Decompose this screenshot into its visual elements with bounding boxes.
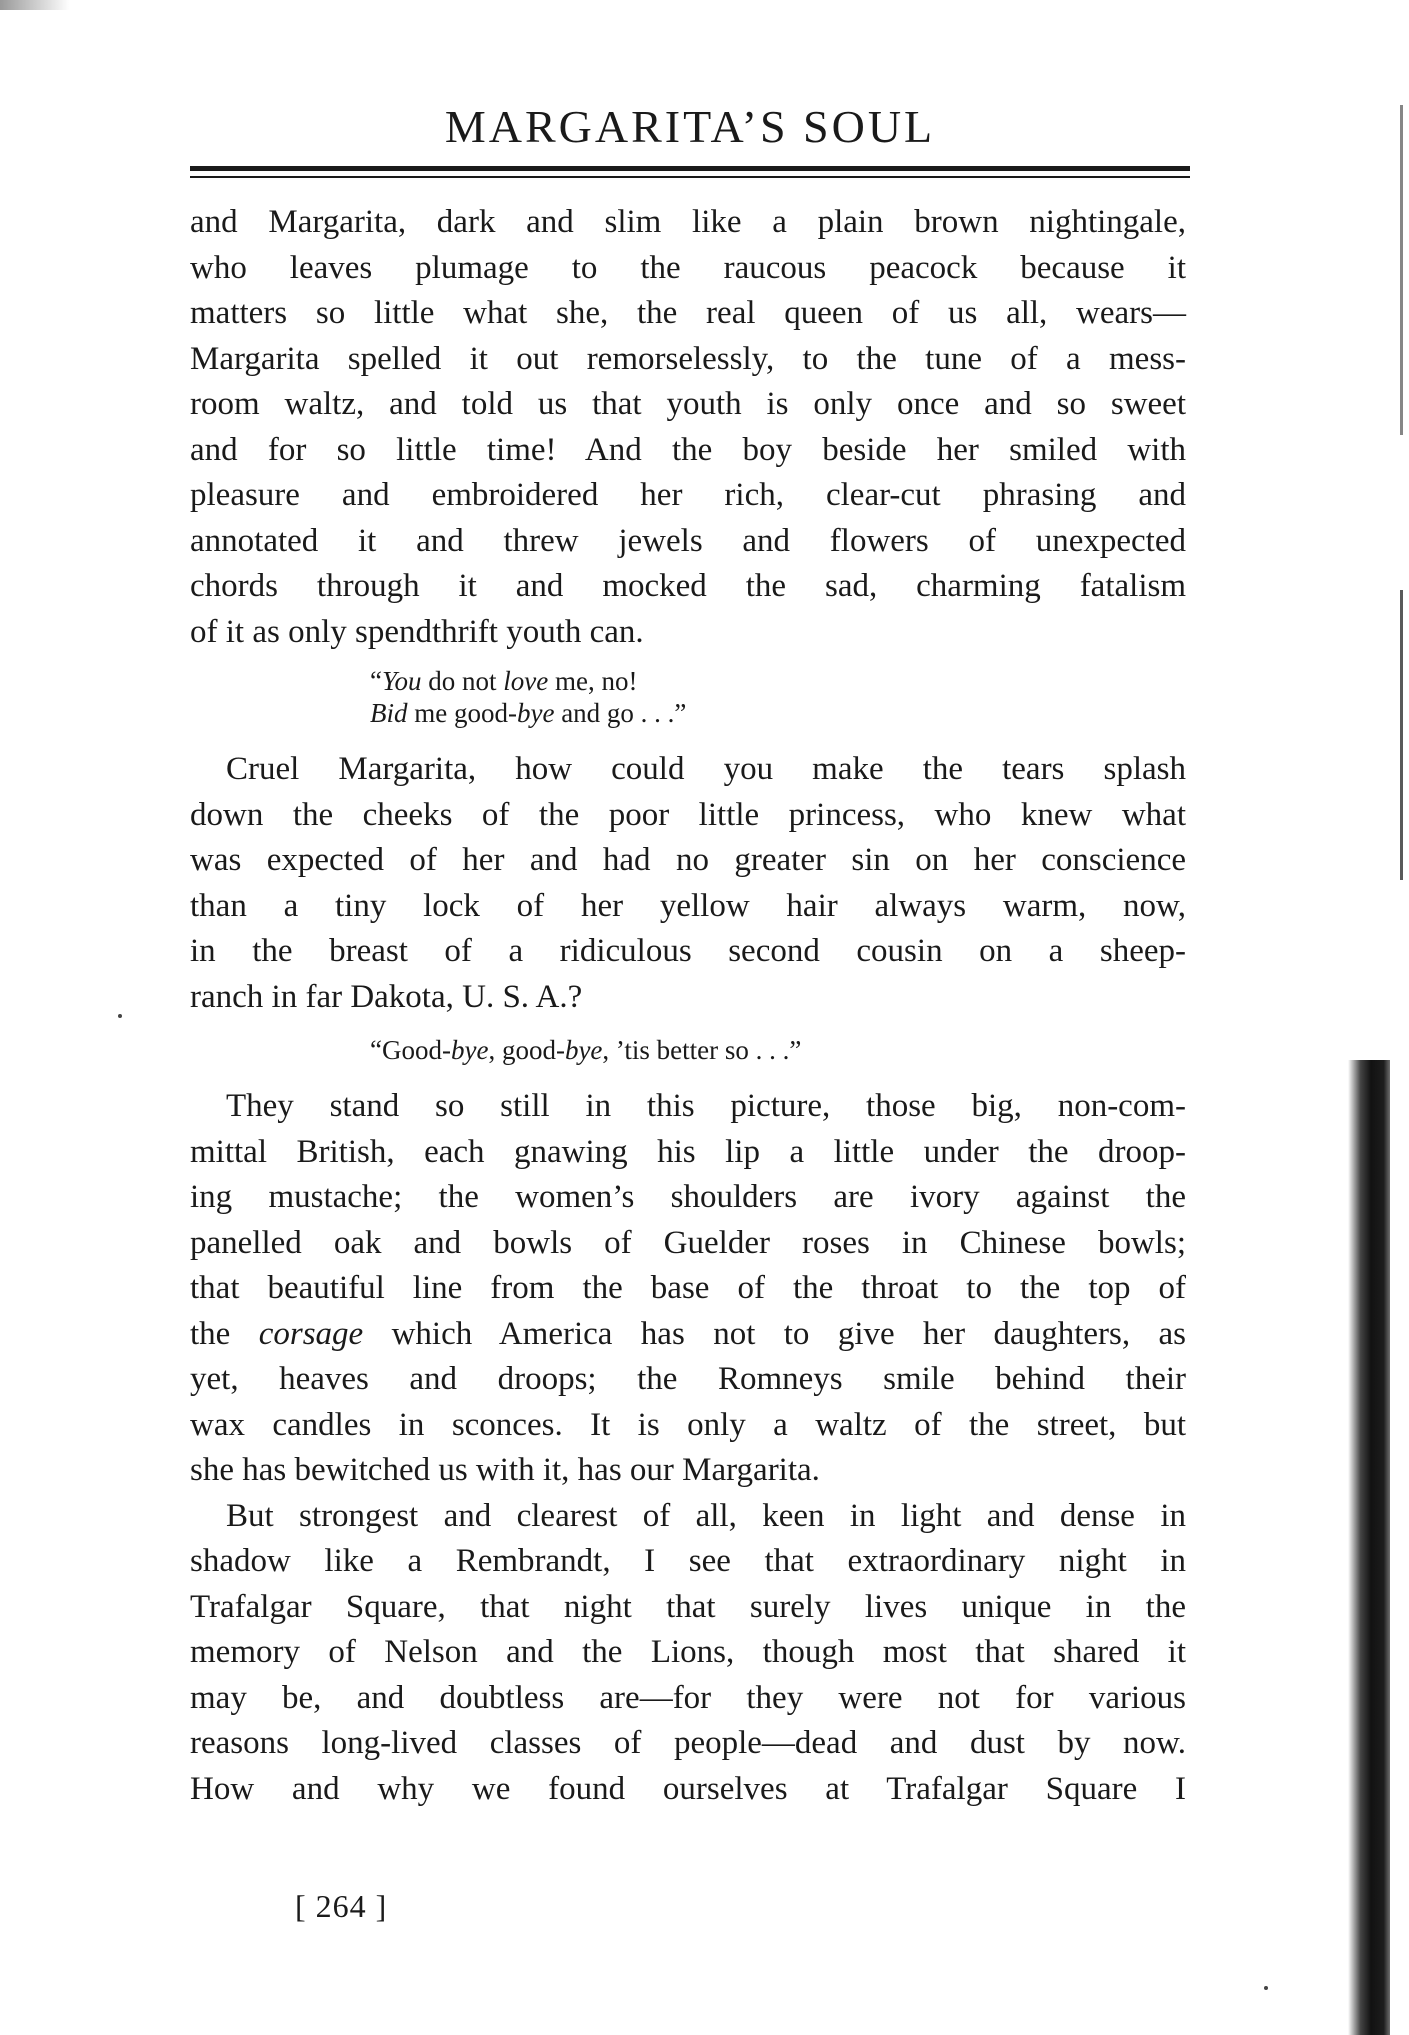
scan-corner-mark <box>0 0 70 10</box>
text-line: and for so little time! And the boy beside her smiled with <box>190 431 1186 468</box>
verse-line <box>190 697 1186 729</box>
scan-speck <box>1264 1986 1268 1990</box>
text-line: panelled oak and bowls of Guelder roses in Chinese bowls; <box>190 1224 1186 1261</box>
page-edge-line <box>1400 105 1403 435</box>
running-head: MARGARITA’S SOUL <box>444 101 936 152</box>
italic-word: corsage <box>258 1315 364 1352</box>
text-line: may be, and doubtless are—for they were not for various <box>190 1679 1186 1716</box>
text-line: memory of Nelson and the Lions, though most that shared it <box>190 1634 1186 1670</box>
text-line: that beautiful line from the base of the throat to the top of <box>190 1270 1186 1306</box>
text-line: down the cheeks of the poor little princess, who knew what <box>190 796 1186 833</box>
verse-fragment: me, no! <box>548 666 638 696</box>
text-line: and Margarita, dark and slim like a plain brown nightingale, <box>190 204 1186 240</box>
paragraph-4 <box>190 1494 1186 1813</box>
text-line: shadow like a Rembrandt, I see that extraordinary night in <box>190 1543 1186 1579</box>
text-line: But strongest and clearest of all, keen in light and dense in <box>226 1497 1186 1534</box>
text-line: Margarita spelled it out remorselessly, to the tune of a mess- <box>190 340 1186 377</box>
text-line: reasons long-lived classes of people—dead and dust by now. <box>190 1725 1186 1761</box>
text-line <box>190 1312 1186 1358</box>
text-line: room waltz, and told us that youth is only once and so sweet <box>190 386 1186 422</box>
verse-fragment: “Good- <box>370 1035 451 1065</box>
paragraph-3 <box>190 1084 1186 1494</box>
verse-italic: love <box>503 666 549 696</box>
text-line: ranch in far Dakota, U. S. A.? <box>190 978 583 1015</box>
text-fragment: the <box>190 1315 259 1352</box>
text-line: Trafalgar Square, that night that surely lives unique in the <box>190 1588 1186 1625</box>
text-line: How and why we found ourselves at Trafalgar Square I <box>190 1770 1186 1807</box>
header-rule-thin <box>190 176 1190 178</box>
paragraph-2 <box>190 747 1186 1020</box>
body-text <box>190 200 1186 1812</box>
verse-fragment: me good- <box>407 698 517 728</box>
paragraph-1 <box>190 200 1186 655</box>
verse-italic: Bid <box>370 698 408 728</box>
page-number: [ 264 ] <box>295 1888 388 1924</box>
text-line: mittal British, each gnawing his lip a little under the droop- <box>190 1133 1186 1170</box>
verse-fragment: “ <box>370 666 382 696</box>
verse-fragment: do not <box>421 666 504 696</box>
verse-fragment: , good- <box>488 1035 565 1065</box>
verse-italic: bye <box>564 1035 603 1065</box>
text-line: she has bewitched us with it, has our Margarita. <box>190 1452 820 1488</box>
text-line: Cruel Margarita, how could you make the tears splash <box>226 751 1186 787</box>
page-edge-line <box>1400 590 1403 880</box>
text-line: of it as only spendthrift youth can. <box>190 613 644 650</box>
header-rule-thick <box>190 166 1190 171</box>
text-line: yet, heaves and droops; the Romneys smile behind their <box>190 1361 1186 1397</box>
text-line: wax candles in sconces. It is only a waltz of the street, but <box>190 1406 1186 1443</box>
text-line: who leaves plumage to the raucous peacock because it <box>190 249 1186 286</box>
text-line: was expected of her and had no greater sin on her conscience <box>190 842 1186 878</box>
text-line: chords through it and mocked the sad, charming fatalism <box>190 568 1186 604</box>
verse-italic: You <box>381 666 422 696</box>
page-edge-shadow <box>1348 1060 1390 2035</box>
verse-quote-2 <box>190 1034 1186 1066</box>
text-line: They stand so still in this picture, those big, non-com- <box>226 1088 1186 1124</box>
verse-quote-1 <box>190 665 1186 729</box>
verse-line <box>190 665 1186 697</box>
text-line: than a tiny lock of her yellow hair always warm, now, <box>190 887 1186 924</box>
text-line: annotated it and threw jewels and flowers of unexpected <box>190 522 1186 559</box>
text-line: in the breast of a ridiculous second cousin on a sheep- <box>190 933 1186 969</box>
text-line: matters so little what she, the real queen of us all, wears— <box>190 295 1186 331</box>
verse-italic: bye <box>516 698 555 728</box>
text-fragment: which America has not to give her daughters, as <box>363 1315 1186 1352</box>
text-line: ing mustache; the women’s shoulders are ivory against the <box>190 1179 1186 1215</box>
verse-fragment: , ’tis better so . . .” <box>602 1035 802 1065</box>
verse-italic: bye <box>450 1035 489 1065</box>
text-line: pleasure and embroidered her rich, clear-cut phrasing and <box>190 477 1186 513</box>
scan-speck <box>118 1014 122 1018</box>
verse-fragment: and go . . .” <box>554 698 687 728</box>
